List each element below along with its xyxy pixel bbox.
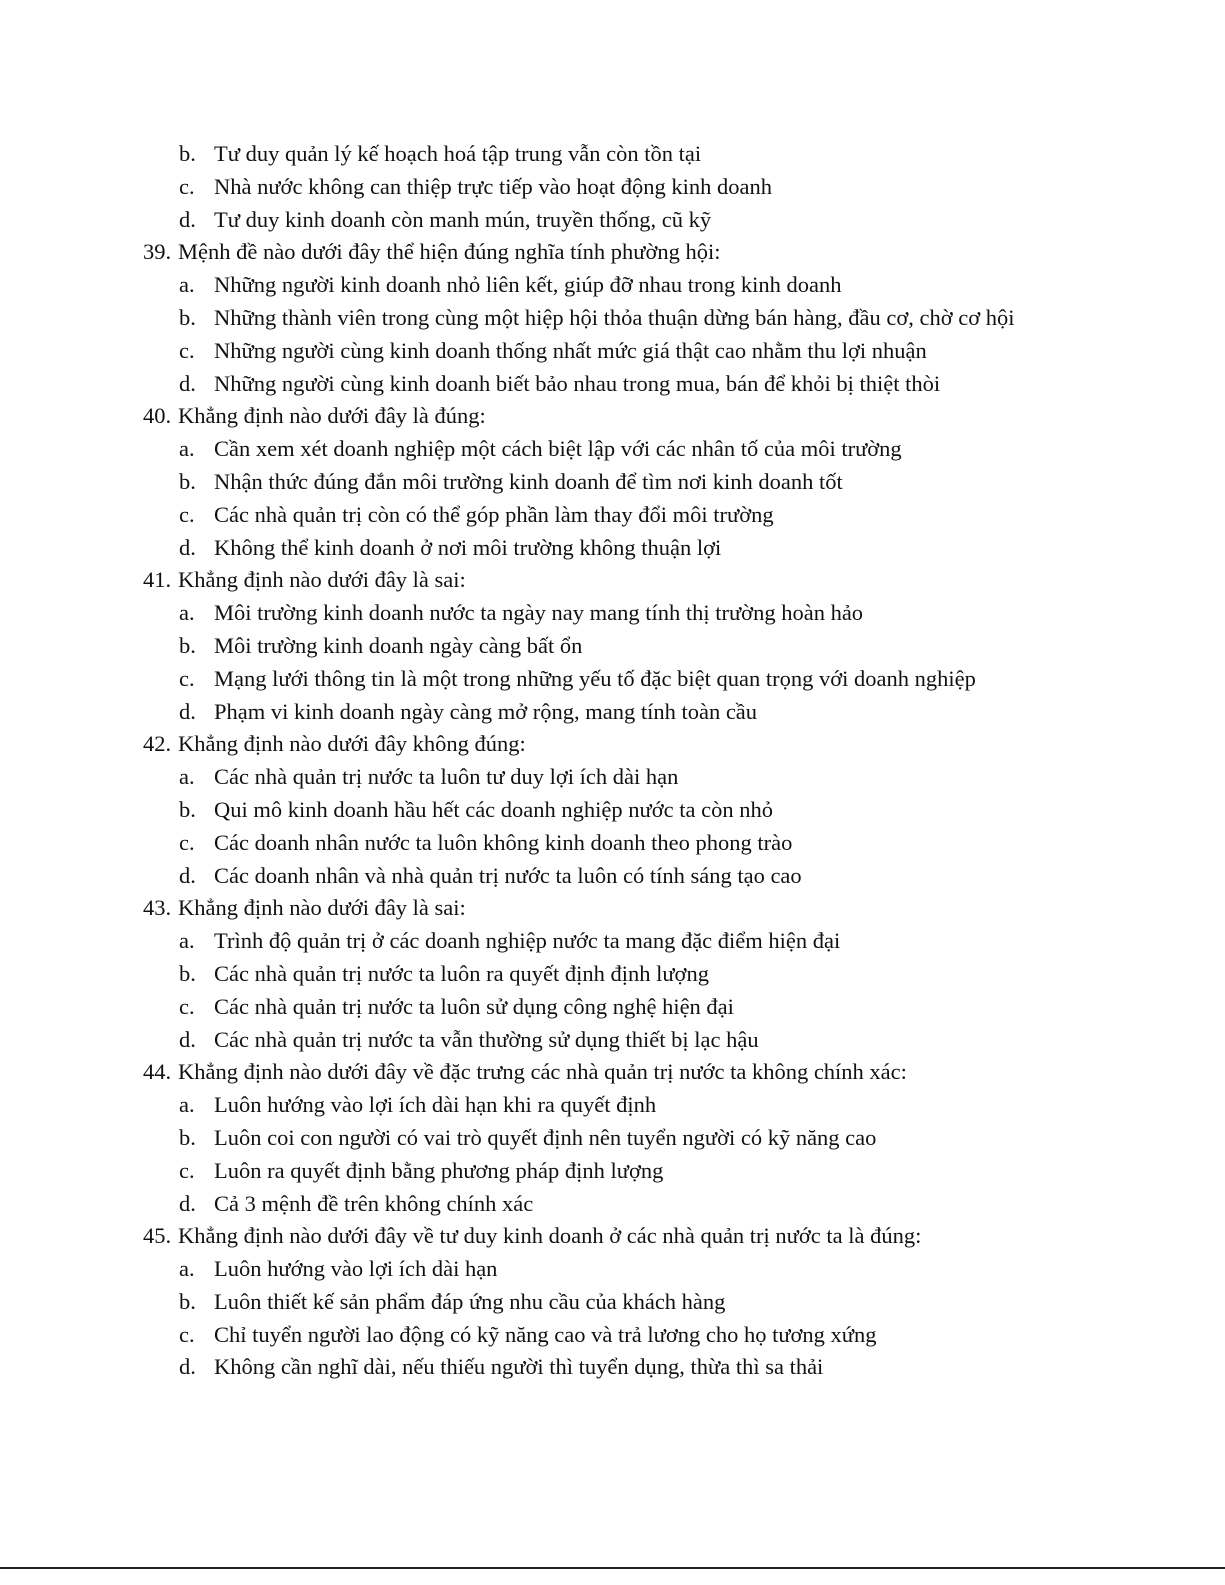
option-letter: b. [179,468,196,494]
question-prompt [0,1056,1225,1089]
option-text: Cần xem xét doanh nghiệp một cách biệt lập với các nhân tố của môi trường [214,436,902,462]
answer-option [0,532,1225,565]
answer-option [0,433,1225,466]
answer-option [0,597,1225,630]
option-letter: b. [179,1288,196,1314]
question-number: 45. [143,1223,172,1249]
option-letter: d. [179,698,196,724]
question-prompt [0,400,1225,433]
option-letter: c. [179,337,195,363]
option-letter: a. [179,436,195,462]
answer-option [0,171,1225,204]
option-text: Những người cùng kinh doanh biết bảo nhau trong mua, bán để khỏi bị thiệt thòi [214,370,941,396]
option-letter: c. [179,1321,195,1347]
option-letter: c. [179,1157,195,1183]
answer-option [0,1089,1225,1122]
option-text: Luôn coi con người có vai trò quyết định nên tuyển người có kỹ năng cao [214,1124,877,1150]
answer-option [0,1351,1225,1384]
option-text: Mạng lưới thông tin là một trong những yếu tố đặc biệt quan trọng với doanh nghiệp [214,665,976,691]
option-text: Trình độ quản trị ở các doanh nghiệp nước ta mang đặc điểm hiện đại [214,928,841,954]
answer-option [0,368,1225,401]
answer-option [0,1253,1225,1286]
answer-option [0,269,1225,302]
option-text: Không thể kinh doanh ở nơi môi trường không thuận lợi [214,534,722,560]
answer-option [0,630,1225,663]
option-text: Tư duy kinh doanh còn manh mún, truyền thống, cũ kỹ [214,206,712,232]
option-text: Các doanh nhân nước ta luôn không kinh doanh theo phong trào [214,829,793,855]
answer-option [0,499,1225,532]
answer-option [0,335,1225,368]
option-text: Luôn ra quyết định bằng phương pháp định lượng [214,1157,664,1183]
question-number: 43. [143,895,172,921]
question-number: 39. [143,239,172,265]
option-letter: a. [179,928,195,954]
page-bottom-border [0,1567,1225,1569]
question-text: Khẳng định nào dưới đây là đúng: [178,403,486,429]
answer-option [0,1155,1225,1188]
option-letter: c. [179,993,195,1019]
option-letter: d. [179,1190,196,1216]
option-text: Phạm vi kinh doanh ngày càng mở rộng, mang tính toàn cầu [214,698,758,724]
question-number: 44. [143,1059,172,1085]
answer-option [0,696,1225,729]
option-letter: b. [179,796,196,822]
answer-option [0,663,1225,696]
option-letter: d. [179,1354,196,1380]
option-letter: c. [179,173,195,199]
question-list [0,138,1225,1384]
option-text: Chỉ tuyển người lao động có kỹ năng cao và trả lương cho họ tương xứng [214,1321,877,1347]
answer-option [0,138,1225,171]
answer-option [0,302,1225,335]
option-letter: c. [179,829,195,855]
option-letter: d. [179,1026,196,1052]
option-letter: b. [179,304,196,330]
option-letter: a. [179,1256,195,1282]
option-text: Những người cùng kinh doanh thống nhất mức giá thật cao nhằm thu lợi nhuận [214,337,927,363]
question-prompt [0,892,1225,925]
option-letter: b. [179,1124,196,1150]
option-text: Các nhà quản trị nước ta luôn tư duy lợi ích dài hạn [214,764,679,790]
option-letter: d. [179,862,196,888]
question-prompt [0,564,1225,597]
option-letter: b. [179,141,196,166]
answer-option [0,1188,1225,1221]
answer-option [0,958,1225,991]
question-text: Mệnh đề nào dưới đây thể hiện đúng nghĩa tính phường hội: [178,239,721,265]
question-text: Khẳng định nào dưới đây không đúng: [178,731,526,757]
option-text: Cả 3 mệnh đề trên không chính xác [214,1190,534,1216]
option-text: Các nhà quản trị nước ta vẫn thường sử dụng thiết bị lạc hậu [214,1026,759,1052]
option-letter: b. [179,632,196,658]
option-text: Nhà nước không can thiệp trực tiếp vào hoạt động kinh doanh [214,173,773,199]
answer-option [0,794,1225,827]
option-letter: a. [179,272,195,298]
option-letter: c. [179,665,195,691]
answer-option [0,204,1225,237]
question-prompt [0,236,1225,269]
answer-option [0,827,1225,860]
option-text: Các nhà quản trị nước ta luôn sử dụng công nghệ hiện đại [214,993,734,1019]
option-text: Luôn thiết kế sản phẩm đáp ứng nhu cầu của khách hàng [214,1288,726,1314]
question-text: Khẳng định nào dưới đây là sai: [178,895,466,921]
option-letter: d. [179,370,196,396]
question-text: Khẳng định nào dưới đây là sai: [178,567,466,593]
option-text: Nhận thức đúng đắn môi trường kinh doanh để tìm nơi kinh doanh tốt [214,468,843,494]
option-letter: d. [179,206,196,232]
option-text: Môi trường kinh doanh ngày càng bất ổn [214,632,583,658]
option-text: Những thành viên trong cùng một hiệp hội thỏa thuận dừng bán hàng, đầu cơ, chờ cơ hội [214,304,1015,330]
option-letter: d. [179,534,196,560]
option-letter: a. [179,1092,195,1118]
option-text: Tư duy quản lý kế hoạch hoá tập trung vẫn còn tồn tại [214,141,702,166]
option-text: Không cần nghĩ dài, nếu thiếu người thì tuyển dụng, thừa thì sa thải [214,1354,824,1380]
option-text: Luôn hướng vào lợi ích dài hạn [214,1256,498,1282]
answer-option [0,1319,1225,1352]
option-text: Luôn hướng vào lợi ích dài hạn khi ra quyết định [214,1092,657,1118]
option-text: Các doanh nhân và nhà quản trị nước ta luôn có tính sáng tạo cao [214,862,802,888]
question-text: Khẳng định nào dưới đây về đặc trưng các nhà quản trị nước ta không chính xác: [178,1059,907,1085]
option-text: Những người kinh doanh nhỏ liên kết, giúp đỡ nhau trong kinh doanh [214,272,842,298]
question-prompt [0,728,1225,761]
option-text: Qui mô kinh doanh hầu hết các doanh nghiệp nước ta còn nhỏ [214,796,773,822]
answer-option [0,1286,1225,1319]
answer-option [0,925,1225,958]
question-text: Khẳng định nào dưới đây về tư duy kinh doanh ở các nhà quản trị nước ta là đúng: [178,1223,922,1249]
question-number: 40. [143,403,172,429]
answer-option [0,761,1225,794]
question-number: 41. [143,567,172,593]
option-text: Môi trường kinh doanh nước ta ngày nay mang tính thị trường hoàn hảo [214,600,864,626]
option-letter: c. [179,501,195,527]
option-text: Các nhà quản trị nước ta luôn ra quyết định định lượng [214,960,709,986]
question-number: 42. [143,731,172,757]
answer-option [0,991,1225,1024]
option-letter: a. [179,600,195,626]
option-text: Các nhà quản trị còn có thể góp phần làm thay đổi môi trường [214,501,774,527]
answer-option [0,1122,1225,1155]
option-letter: b. [179,960,196,986]
option-letter: a. [179,764,195,790]
answer-option [0,466,1225,499]
answer-option [0,1024,1225,1057]
answer-option [0,860,1225,893]
question-prompt [0,1220,1225,1253]
